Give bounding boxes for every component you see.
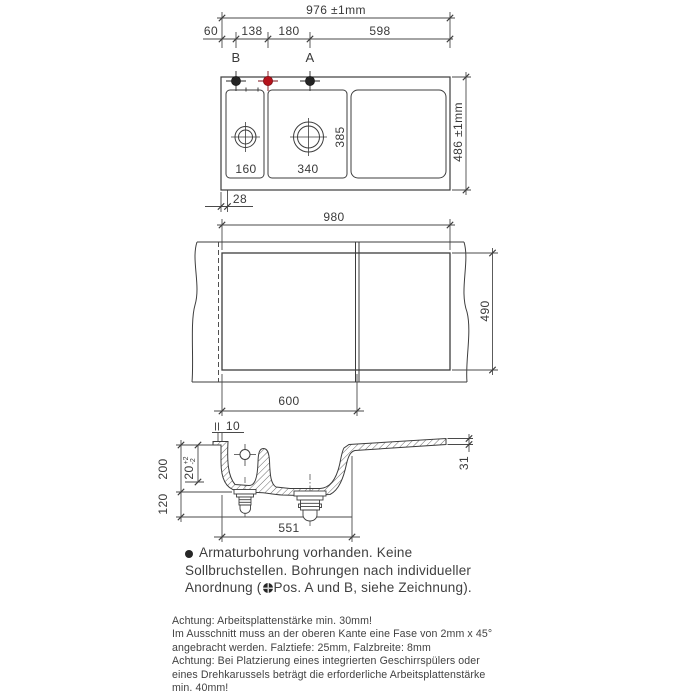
hole-a-label: A [305,50,315,65]
note-line-2 [185,562,472,580]
dim-seg-138-label: 138 [241,24,263,38]
note-line-1 [185,544,472,562]
dim-small-bowl-label: 160 [235,162,257,176]
dim-seg-180-label: 180 [278,24,300,38]
dim-board-thickness-label: 31 [457,455,471,471]
dim-rim-value: 20 [182,465,197,480]
dim-seg-60-label: 60 [203,24,219,38]
fine-print-line-4: Achtung: Bei Platzierung eines integrierten Geschirrspülers oder [172,655,480,668]
dim-cutout-width-label: 980 [323,210,345,224]
section-faucet-hole [234,444,256,466]
note-text-1: Armaturbohrung vorhanden. Keine [199,545,413,560]
hole-b-label: B [231,50,241,65]
worktop-cutout-view [192,219,498,416]
dim-rim-tol-plus: +2 [183,456,190,465]
dim-rim-height-label [183,456,197,479]
dim-total-width-label: 976 ±1mm [306,3,366,17]
note-text-3-post: Pos. A und B, siehe Zeichnung). [273,580,472,596]
dim-cutout-segment-label: 600 [278,394,300,408]
dim-drain-zone-label: 120 [156,493,170,515]
bullet-icon [185,550,193,558]
dim-large-bowl-label: 340 [297,162,319,176]
note-line-3 [185,579,472,597]
dim-edge-offset-label: 28 [232,192,248,206]
dim-cutout-height-label: 490 [478,300,492,322]
dim-rim-tol-minus: -2 [190,458,197,465]
sink-section-view [176,423,473,543]
note-text-3-pre: Anordnung ( [185,580,262,596]
dim-inner-depth-label: 385 [333,126,347,148]
dim-top-offset-label: 10 [225,419,241,433]
fine-print-line-1: Achtung: Arbeitsplattenstärke min. 30mm! [172,615,373,627]
note-text-2: Sollbruchstellen. Bohrungen nach individueller [185,562,472,578]
dim-total-depth-label: 200 [156,458,170,480]
dim-height-label: 486 ±1mm [451,102,465,162]
fine-print-line-5: eines Drehkarussels beträgt die erforderliche Arbeitsplattenstärke [172,668,486,681]
dim-bowl-span-label: 551 [278,521,300,535]
fine-print-block [172,615,492,695]
fine-print-line-6: min. 40mm! [172,682,229,695]
section-large-drain [294,474,326,528]
section-small-drain [234,477,256,517]
notes-block [185,544,472,597]
fine-print-line-3: angebracht werden. Falztiefe: 25mm, Falzbreite: 8mm [172,641,431,654]
dim-seg-598-label: 598 [369,24,391,38]
section-body [213,439,446,496]
hole-symbol-icon [263,583,273,593]
fine-print-line-2: Im Ausschnitt muss an der oberen Kante eine Fase von 2mm x 45° [172,628,493,641]
